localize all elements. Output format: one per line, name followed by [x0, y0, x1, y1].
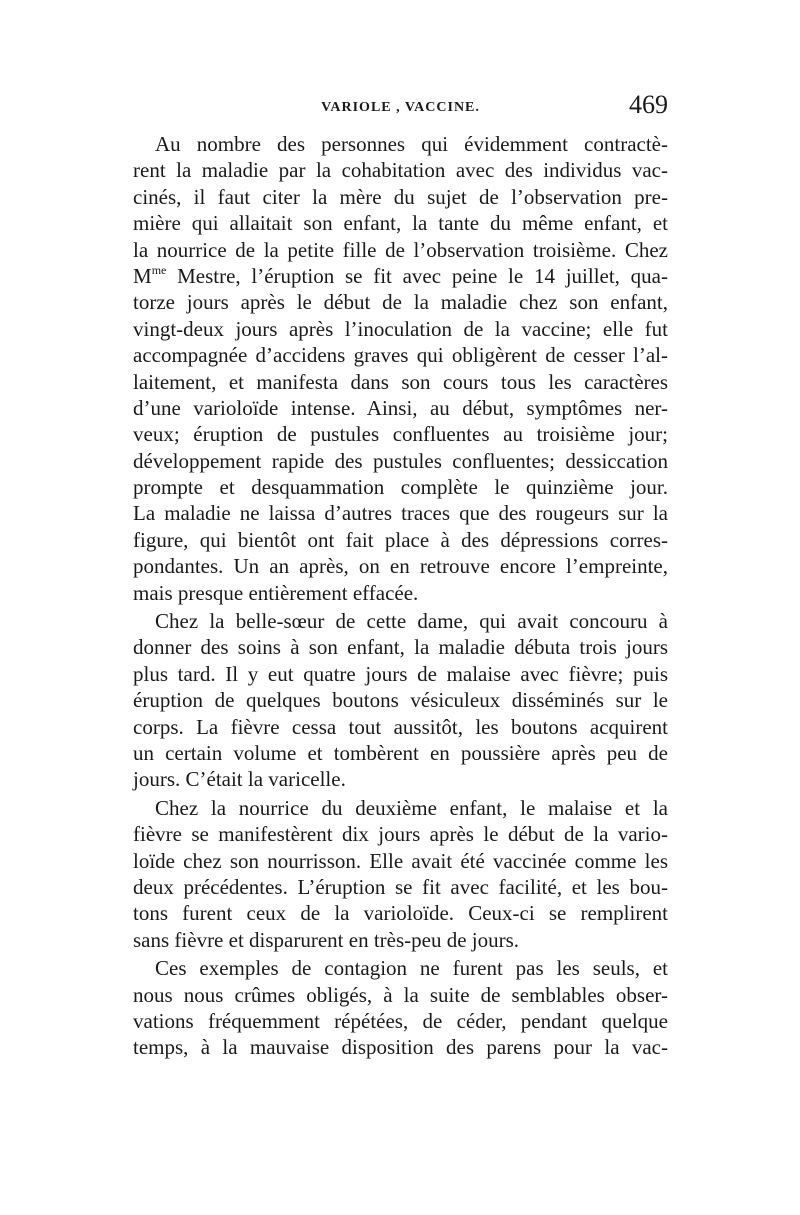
- paragraph: [133, 131, 668, 606]
- text-fragment: Mestre, l’éruption se fit avec peine le 14 juillet, qua-: [166, 263, 668, 288]
- text-line: La maladie ne laissa d’autres traces que des rougeurs sur la: [133, 501, 668, 526]
- text-line: veux; éruption de pustules confluentes au troisième jour;: [133, 422, 668, 447]
- paragraph: [133, 955, 668, 1061]
- body-text: [133, 131, 668, 1061]
- text-line: vations fréquemment répétées, de céder, pendant quelque: [133, 1008, 668, 1033]
- text-line: Chez la belle-sœur de cette dame, qui avait concouru à: [155, 609, 668, 634]
- running-title: VARIOLE , VACCINE.: [321, 100, 480, 115]
- text-line: temps, à la mauvaise disposition des parens pour la vac-: [133, 1035, 668, 1060]
- page-number: 469: [629, 90, 668, 119]
- text-line: jours. C’était la varicelle.: [133, 767, 346, 792]
- text-line: fièvre se manifestèrent dix jours après le début de la vario-: [133, 822, 668, 847]
- text-line: tons furent ceux de la varioloïde. Ceux-ci se remplirent: [133, 901, 668, 926]
- text-line: Au nombre des personnes qui évidemment contractè-: [155, 132, 668, 156]
- text-line: [133, 263, 668, 289]
- text-line: éruption de quelques boutons vésiculeux disséminés sur le: [133, 688, 668, 713]
- text-line: pondantes. Un an après, on en retrouve encore l’empreinte,: [133, 554, 668, 579]
- superscript: me: [151, 262, 167, 277]
- text-line: sans fièvre et disparurent en très-peu de jours.: [133, 927, 520, 952]
- text-line: mière qui allaitait son enfant, la tante du même enfant, et: [133, 211, 668, 236]
- text-fragment: M: [133, 263, 152, 288]
- text-line: torze jours après le début de la maladie chez son enfant,: [133, 290, 668, 315]
- text-line: donner des soins à son enfant, la maladie débuta trois jours: [133, 635, 668, 660]
- text-line: Chez la nourrice du deuxième enfant, le malaise et la: [155, 795, 668, 820]
- text-line: accompagnée d’accidens graves qui obligèrent de cesser l’al-: [133, 343, 668, 368]
- text-line: rent la maladie par la cohabitation avec des individus vac-: [133, 158, 668, 183]
- text-line: plus tard. Il y eut quatre jours de malaise avec fièvre; puis: [133, 661, 668, 686]
- text-line: cinés, il faut citer la mère du sujet de l’observation pre-: [133, 184, 668, 209]
- running-head: [133, 92, 668, 126]
- paragraph: [133, 795, 668, 953]
- paragraph: [133, 608, 668, 793]
- text-line: la nourrice de la petite fille de l’observation troisième. Chez: [133, 237, 668, 262]
- text-line: nous nous crûmes obligés, à la suite de semblables obser-: [133, 982, 668, 1007]
- text-line: vingt-deux jours après l’inoculation de la vaccine; elle fut: [133, 316, 668, 341]
- text-line: loïde chez son nourrisson. Elle avait été vaccinée comme les: [133, 848, 668, 873]
- text-line: laitement, et manifesta dans son cours tous les caractères: [133, 369, 668, 394]
- text-line: un certain volume et tombèrent en poussière après peu de: [133, 740, 668, 765]
- text-line: deux précédentes. L’éruption se fit avec facilité, et les bou-: [133, 874, 668, 899]
- text-line: développement rapide des pustules confluentes; dessiccation: [133, 448, 668, 473]
- text-line: Ces exemples de contagion ne furent pas les seuls, et: [155, 956, 668, 981]
- text-line: d’une varioloïde intense. Ainsi, au début, symptômes ner-: [133, 395, 668, 420]
- text-line: corps. La fièvre cessa tout aussitôt, les boutons acquirent: [133, 714, 668, 739]
- text-line: prompte et desquammation complète le quinzième jour.: [133, 475, 668, 500]
- text-line: mais presque entièrement effacée.: [133, 580, 419, 605]
- text-line: figure, qui bientôt ont fait place à des dépressions corres-: [133, 527, 668, 552]
